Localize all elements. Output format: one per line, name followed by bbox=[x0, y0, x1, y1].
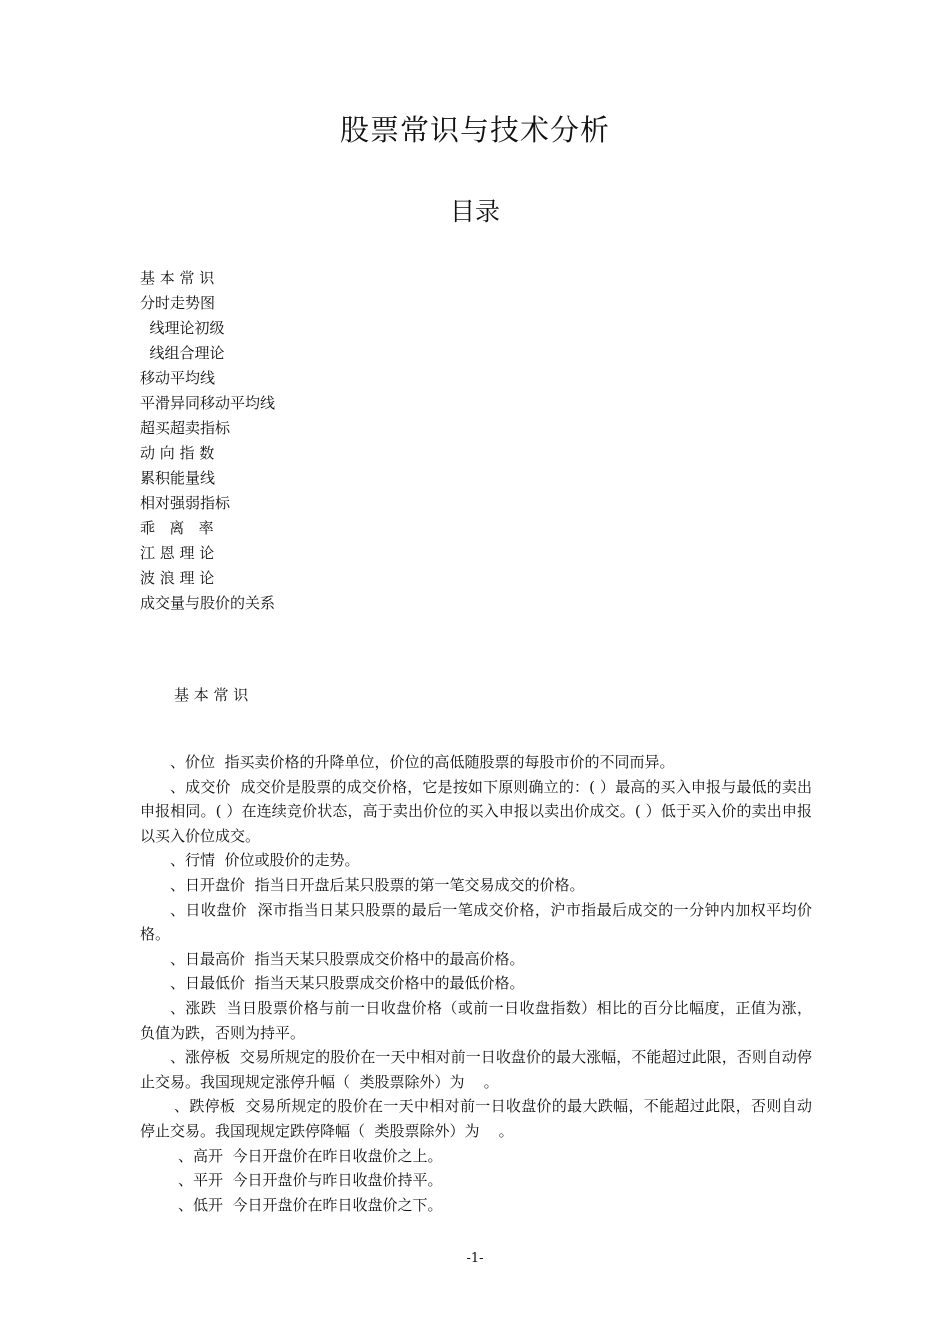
paragraph: 、价位 指买卖价格的升降单位，价位的高低随股票的每股市价的不同而异。 bbox=[170, 753, 675, 771]
page-title: 股票常识与技术分析 bbox=[339, 113, 610, 147]
paragraph: 、行情 价位或股价的走势。 bbox=[170, 851, 360, 870]
toc-item[interactable]: 相对强弱指标 bbox=[140, 494, 231, 512]
toc-item[interactable]: 波 浪 理 论 bbox=[140, 569, 215, 587]
paragraph: 、跌停板 交易所规定的股价在一天中相对前一日收盘价的最大跌幅，不能超过此限，否则自动停止交易。我国现规定跌停降幅（ 类股票除外）为 。 bbox=[140, 1097, 812, 1140]
paragraph: 、涨停板 交易所规定的股价在一天中相对前一日收盘价的最大涨幅，不能超过此限，否则自动停止交易。我国现规定涨停升幅（ 类股票除外）为 。 bbox=[140, 1048, 812, 1091]
toc-item[interactable]: 动 向 指 数 bbox=[140, 444, 215, 462]
paragraph: 、低开 今日开盘价在昨日收盘价之下。 bbox=[178, 1195, 443, 1214]
toc-item[interactable]: 成交量与股价的关系 bbox=[140, 594, 276, 612]
body-text bbox=[140, 750, 817, 1217]
toc-item[interactable]: 移动平均线 bbox=[140, 369, 216, 387]
paragraph: 、日最低价 指当天某只股票成交价格中的最低价格。 bbox=[170, 974, 525, 993]
paragraph: 、日最高价 指当天某只股票成交价格中的最高价格。 bbox=[170, 949, 525, 968]
paragraph: 、成交价 成交价是股票的成交价格，它是按如下原则确立的：( ）最高的买入申报与最低的卖出申报相同。( ）在连续竞价状态，高于卖出价位的买入申报以卖出价成交。( ）低于买入价的卖出申报以买入价位成交。 bbox=[140, 777, 812, 845]
page-number: -1- bbox=[466, 1251, 484, 1266]
paragraph: 、平开 今日开盘价与昨日收盘价持平。 bbox=[178, 1171, 443, 1190]
toc-item[interactable]: 平滑异同移动平均线 bbox=[140, 394, 276, 412]
toc-item[interactable]: 线理论初级 bbox=[140, 319, 225, 337]
toc-item[interactable]: 基 本 常 识 bbox=[140, 269, 215, 287]
toc-item[interactable]: 累积能量线 bbox=[140, 469, 216, 487]
toc-item[interactable]: 江 恩 理 论 bbox=[140, 544, 215, 562]
toc-item[interactable]: 乖 离 率 bbox=[140, 519, 214, 537]
paragraph: 、日开盘价 指当日开盘后某只股票的第一笔交易成交的价格。 bbox=[170, 875, 585, 894]
toc-heading: 目录 bbox=[449, 197, 500, 226]
toc-item[interactable]: 分时走势图 bbox=[140, 294, 216, 312]
paragraph: 、日收盘价 深市指当日某只股票的最后一笔成交价格，沪市指最后成交的一分钟内加权平均价格。 bbox=[140, 900, 812, 944]
toc-item[interactable]: 线组合理论 bbox=[140, 344, 225, 362]
paragraph: 、高开 今日开盘价在昨日收盘价之上。 bbox=[178, 1146, 443, 1165]
table-of-contents bbox=[140, 266, 275, 616]
toc-item[interactable]: 超买超卖指标 bbox=[140, 419, 231, 437]
section-heading: 基 本 常 识 bbox=[174, 686, 249, 704]
paragraph: 、涨跌 当日股票价格与前一日收盘价格（或前一日收盘指数）相比的百分比幅度，正值为涨， 负值为跌，否则为持平。 bbox=[140, 998, 817, 1042]
